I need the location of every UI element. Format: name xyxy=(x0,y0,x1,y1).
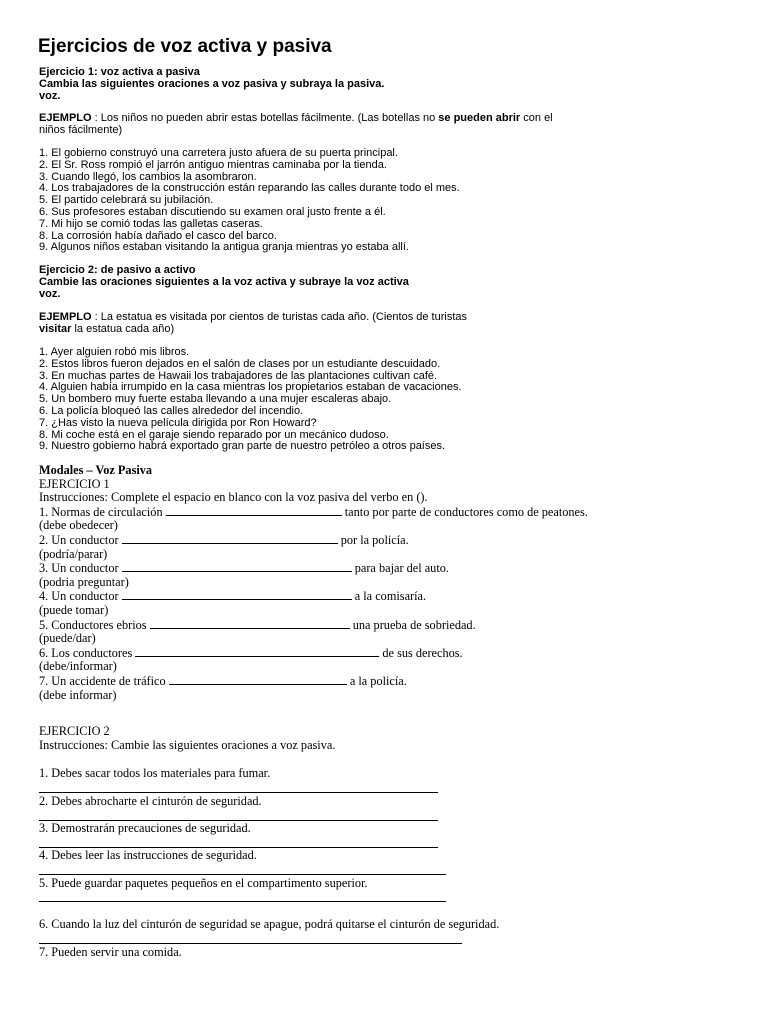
list-item: 5. Puede guardar paquetes pequeños en el compartimento superior. xyxy=(39,876,368,890)
list-item: 3. Demostrarán precauciones de seguridad. xyxy=(39,821,251,835)
exercise-2b-heading: EJERCICIO 2 xyxy=(39,724,110,738)
fill-in-item: 4. Un conductor a la comisaría. xyxy=(39,589,427,604)
modales-instruction: Instrucciones: Complete el espacio en blanco con la voz pasiva del verbo en (). xyxy=(39,490,428,505)
list-item: 8. Mi coche está en el garaje siendo reparado por un mecánico dudoso. xyxy=(39,428,389,441)
answer-blank[interactable] xyxy=(122,561,352,572)
answer-blank[interactable] xyxy=(169,674,347,685)
answer-blank[interactable] xyxy=(135,646,379,657)
answer-blank[interactable] xyxy=(150,618,350,629)
verb-hint: (puede/dar) xyxy=(39,631,96,646)
fill-in-item: 2. Un conductor por la policía. xyxy=(39,532,409,547)
fill-in-item: 3. Un conductor para bajar del auto. xyxy=(39,561,449,576)
exercise-2-instruction-cont: voz. xyxy=(39,287,61,300)
fill-in-item: 1. Normas de circulación tanto por parte de conductores como de peatones. xyxy=(39,504,588,519)
list-item: 1. Ayer alguien robó mis libros. xyxy=(39,346,190,358)
list-item: 1. El gobierno construyó una carretera justo afuera de su puerta principal. xyxy=(39,147,398,159)
exercise-1-header xyxy=(39,67,384,102)
list-item: 2. El Sr. Ross rompió el jarrón antiguo mientras caminaba por la tienda. xyxy=(39,158,387,171)
list-item: 7. Pueden servir una comida. xyxy=(39,945,182,959)
answer-line[interactable] xyxy=(39,943,462,944)
list-item: 4. Los trabajadores de la construcción están reparando las calles durante todo el mes. xyxy=(39,182,460,195)
exercise-2-instruction: Cambie las oraciones siguientes a la voz activa y subraye la voz activa xyxy=(39,275,409,288)
exercise-1-heading: Ejercicio 1: voz activa a pasiva xyxy=(39,66,200,78)
exercise-1-instruction: Cambia las siguientes oraciones a voz pasiva y subraya la pasiva. xyxy=(39,77,385,90)
answer-blank[interactable] xyxy=(166,505,342,516)
verb-hint: (debe obedecer) xyxy=(39,518,118,533)
verb-hint: (debe informar) xyxy=(39,687,117,702)
list-item: 9. Algunos niños estaban visitando la antigua granja mientras yo estaba allí. xyxy=(39,241,409,254)
list-item: 3. Cuando llegó, los cambios la asombraron. xyxy=(39,170,257,183)
list-item: 7. Mi hijo se comió todas las galletas caseras. xyxy=(39,217,263,230)
exercise-1-instruction-cont: voz. xyxy=(39,89,61,102)
exercise-2-list xyxy=(39,347,462,453)
example-after: la estatua cada año) xyxy=(71,322,175,335)
example-after: con el xyxy=(520,112,553,124)
answer-line[interactable] xyxy=(39,792,438,793)
verb-hint: (podria preguntar) xyxy=(39,574,129,589)
verb-hint: (debe/informar) xyxy=(39,659,117,674)
modales-section xyxy=(39,464,588,702)
answer-blank[interactable] xyxy=(122,533,338,544)
exercise-2b-instruction: Instrucciones: Cambie las siguientes oraciones a voz pasiva. xyxy=(39,737,336,752)
example-text: : Los niños no pueden abrir estas botellas fácilmente. (Las botellas no xyxy=(91,112,439,124)
exercise-2-example xyxy=(39,312,467,336)
page-title: Ejercicios de voz activa y pasiva xyxy=(38,36,332,57)
exercise-1-example xyxy=(39,113,553,137)
answer-line[interactable] xyxy=(39,901,446,902)
example-bold: visitar xyxy=(39,322,72,335)
example-bold: se pueden abrir xyxy=(438,112,521,124)
example-line-2: niños fácilmente) xyxy=(39,123,123,136)
list-item: 8. La corrosión había dañado el casco del barco. xyxy=(39,229,277,242)
verb-hint: (podría/parar) xyxy=(39,546,108,561)
fill-in-item: 7. Un accidente de tráfico a la policía. xyxy=(39,673,407,688)
exercise-2b-header xyxy=(39,725,335,752)
list-item: 7. ¿Has visto la nueva película dirigida por Ron Howard? xyxy=(39,416,317,429)
list-item: 6. La policía bloqueó las calles alrededor del incendio. xyxy=(39,404,304,417)
list-item: 3. En muchas partes de Hawaii los trabajadores de las plantaciones cultivan café. xyxy=(39,369,438,382)
example-label: EJEMPLO xyxy=(39,112,92,124)
modales-subheading: EJERCICIO 1 xyxy=(39,476,110,491)
list-item: 5. Un bombero muy fuerte estaba llevando a una mujer escaleras abajo. xyxy=(39,393,392,406)
list-item: 5. El partido celebrará su jubilación. xyxy=(39,194,214,207)
list-item: 4. Alguien había irrumpido en la casa mientras los propietarios estaban de vacaciones. xyxy=(39,381,462,394)
list-item: 6. Cuando la luz del cinturón de seguridad se apague, podrá quitarse el cinturón de seguridad. xyxy=(39,917,500,931)
list-item: 2. Debes abrocharte el cinturón de seguridad. xyxy=(39,794,262,808)
list-item: 6. Sus profesores estaban discutiendo su examen oral justo frente a él. xyxy=(39,205,386,218)
example-text: : La estatua es visitada por cientos de turistas cada año. (Cientos de turistas xyxy=(91,311,468,323)
list-item: 1. Debes sacar todos los materiales para fumar. xyxy=(39,766,271,780)
list-item: 2. Estos libros fueron dejados en el salón de clases por un estudiante descuidado. xyxy=(39,357,441,370)
exercise-2-heading: Ejercicio 2: de pasivo a activo xyxy=(39,264,196,276)
list-item: 9. Nuestro gobierno habrá exportado gran parte de nuestro petróleo a otros países. xyxy=(39,440,446,453)
exercise-1-list xyxy=(39,148,460,254)
answer-blank[interactable] xyxy=(122,589,352,600)
answer-line[interactable] xyxy=(39,874,446,875)
fill-in-item: 5. Conductores ebrios una prueba de sobriedad. xyxy=(39,617,476,632)
example-label: EJEMPLO xyxy=(39,311,92,323)
list-item: 4. Debes leer las instrucciones de seguridad. xyxy=(39,848,257,862)
verb-hint: (puede tomar) xyxy=(39,602,109,617)
fill-in-item: 6. Los conductores de sus derechos. xyxy=(39,645,463,660)
modales-heading: Modales – Voz Pasiva xyxy=(39,463,153,477)
exercise-2-header xyxy=(39,265,409,300)
